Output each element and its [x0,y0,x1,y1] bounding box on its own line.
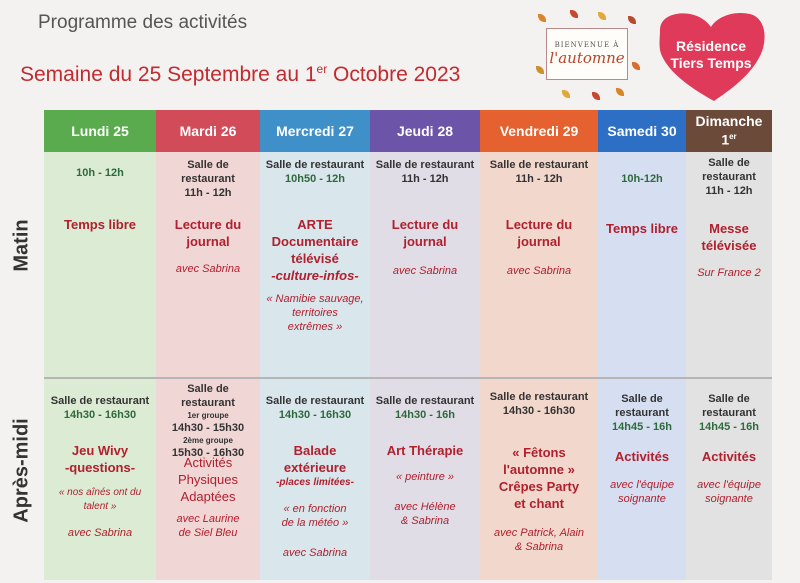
am-with [370,264,480,278]
activity-note-2: territoires [292,307,338,319]
pm-activity [480,444,598,512]
pm-location-2: restaurant [181,397,235,409]
activity-title: Activités [614,449,670,464]
day-header-dimanche [686,110,772,152]
activity-subtitle: -questions- [64,460,136,475]
activity-host: avec l'équipe [697,479,761,491]
pm-time: 14h45 - 16h [699,421,759,433]
activity-title: Temps libre [605,221,678,236]
pm-location: Salle de [621,393,663,405]
week-prefix: Semaine du 25 Septembre au 1 [20,63,317,86]
activity-title: Lecture du [391,217,459,232]
leaf-icon [616,88,624,96]
pm-activity [686,448,772,465]
day-label: Dimanche [695,113,763,130]
pm-time: 14h30 - 16h30 [278,409,352,421]
activity-note: « Namibie sauvage, [266,293,364,305]
activity-host-2: soignante [618,493,666,505]
group-2-label: 2ème groupe [183,436,233,445]
pm-time: 14h30 - 16h30 [63,409,137,421]
group-2-time: 15h30 - 16h30 [171,447,245,459]
am-location: Salle de restaurant [375,159,475,171]
day-label: Vendredi 29 [499,122,579,139]
am-note [260,292,370,334]
activity-host: avec Sabrina [282,547,348,559]
am-activity [370,216,480,250]
leaf-icon [598,12,606,20]
day-body [598,152,686,580]
leaf-icon [632,62,640,70]
day-body [370,152,480,580]
group-1-time: 14h30 - 15h30 [171,422,245,434]
schedule-grid [44,110,772,580]
activity-title-2: extérieure [283,460,347,475]
activity-title-2: journal [517,234,561,249]
day-column-vendredi [480,110,598,580]
program-title: Programme des activités [38,12,248,33]
am-time: 11h - 12h [515,173,563,185]
divider [598,377,686,379]
pm-location: Salle de restaurant [375,395,475,407]
am-time: 10h - 12h [76,167,124,179]
day-column-mardi [156,110,260,580]
am-activity [598,220,686,237]
pm-activity [260,442,370,489]
activity-title-2: l'automne » [503,462,575,477]
group-1-label: 1er groupe [187,411,229,420]
activity-host: avec Laurine [176,513,240,525]
am-activity [44,216,156,233]
day-header-jeudi [370,110,480,152]
day-column-lundi [44,110,156,580]
am-time: 11h - 12h [184,187,232,199]
activity-title: Activités [701,449,757,464]
pm-note [370,470,480,484]
day-number: 1 [721,131,730,148]
pm-slot [686,392,772,434]
activity-title-3: télévisé [291,251,339,266]
day-sup: er [729,132,737,142]
autumn-line1: BIENVENUE À [554,41,620,49]
am-slot [156,158,260,200]
am-time: 10h-12h [621,173,663,185]
activity-host-2: & Sabrina [514,541,564,553]
activity-note: « peinture » [395,471,455,483]
activity-title: Art Thérapie [386,443,464,458]
am-slot [598,172,686,186]
pm-time: 14h30 - 16h30 [502,405,576,417]
activity-note: « en fonction [283,503,347,515]
day-header-vendredi [480,110,598,152]
activity-title: Lecture du [174,217,242,232]
activity-title: Temps libre [63,217,136,232]
activity-title: Activités [183,455,233,470]
day-column-jeudi [370,110,480,580]
activity-title: ARTE [297,217,333,232]
activity-note: « nos aînés ont du talent » [58,487,142,512]
activity-title-3: Crêpes Party [498,479,580,494]
divider [260,377,370,379]
pm-activity [598,448,686,465]
pm-activity [44,442,156,476]
autumn-line2: l'automne [549,49,625,67]
am-activity [156,216,260,250]
am-location: Salle de restaurant [265,159,365,171]
pm-note [260,502,370,530]
day-column-dimanche [686,110,772,580]
pm-slot [480,390,598,418]
pm-slot [260,394,370,422]
pm-slot [44,394,156,422]
divider [686,377,772,379]
leaf-icon [536,66,544,74]
am-activity [686,220,772,254]
day-label: Jeudi 28 [396,122,454,139]
pm-with [598,478,686,506]
day-body [260,152,370,580]
activity-host: avec l'équipe [610,479,674,491]
activity-title: « Fêtons [512,445,566,460]
period-afternoon-label [2,380,42,560]
activity-subtitle: -places limitées- [276,477,354,488]
am-location-2: restaurant [702,171,756,183]
week-sup: er [316,62,328,76]
activity-title-2: journal [186,234,230,249]
activity-title-2: journal [403,234,447,249]
activity-note-2: de la météo » [281,517,349,529]
activity-subtitle: -culture-infos- [271,268,359,283]
activity-title: Balade [293,443,337,458]
leaf-icon [562,90,570,98]
period-morning-label [2,170,42,320]
am-slot [260,158,370,186]
day-label: Mardi 26 [179,122,237,139]
am-with [480,264,598,278]
activity-note-3: extrêmes » [287,321,343,333]
activity-host-2: & Sabrina [400,515,450,527]
divider [480,377,598,379]
activity-title: Jeu Wivy [71,443,129,458]
pm-time: 14h45 - 16h [612,421,672,433]
activity-host: avec Sabrina [175,263,241,275]
leaf-icon [592,92,600,100]
day-label: Mercredi 27 [276,122,354,139]
activity-title-2: télévisée [701,238,757,253]
am-location: Salle de [708,157,750,169]
activity-host: avec Sabrina [67,527,133,539]
activity-note: Sur France 2 [697,267,761,279]
leaf-icon [628,16,636,24]
activity-host-2: de Siel Bleu [178,527,238,539]
am-with [156,262,260,276]
activity-title-2: Physiques [178,472,238,487]
day-header-mardi [156,110,260,152]
activity-title-2: Documentaire [271,234,359,249]
day-header-mercredi [260,110,370,152]
pm-location: Salle de restaurant [50,395,150,407]
pm-location-2: restaurant [702,407,756,419]
pm-with [480,526,598,554]
activity-host: avec Sabrina [506,265,572,277]
activity-host: avec Patrick, Alain [493,527,585,539]
pm-location: Salle de [187,383,229,395]
residence-name [652,38,770,72]
afternoon-text: Après-midi [10,417,33,523]
pm-location-2: restaurant [615,407,669,419]
day-body [156,152,260,580]
am-activity [480,216,598,250]
week-suffix: Octobre 2023 [327,63,461,86]
pm-slot [156,382,260,460]
residence-line1: Résidence [675,38,747,54]
pm-location: Salle de restaurant [265,395,365,407]
day-body [480,152,598,580]
divider [44,377,156,379]
pm-with [686,478,772,506]
day-label: Samedi 30 [607,122,677,139]
am-slot [686,156,772,198]
am-location: Salle de restaurant [181,159,235,185]
day-header-samedi [598,110,686,152]
activity-host-2: soignante [705,493,753,505]
day-header-lundi [44,110,156,152]
activity-host: avec Sabrina [392,265,458,277]
am-time: 11h - 12h [401,173,449,185]
pm-time: 14h30 - 16h [395,409,455,421]
pm-location: Salle de [708,393,750,405]
am-slot [370,158,480,186]
week-title [20,62,460,87]
day-label-2 [721,129,736,148]
pm-slot [370,394,480,422]
activity-title: Lecture du [505,217,573,232]
morning-text: Matin [10,218,33,272]
day-column-samedi [598,110,686,580]
am-activity [260,216,370,284]
activity-title-4: et chant [514,496,564,511]
leaf-icon [538,14,546,22]
am-location: Salle de restaurant [489,159,589,171]
pm-with [260,546,370,560]
activity-host: avec Hélène [394,501,456,513]
day-body [686,152,772,580]
pm-location: Salle de restaurant [489,391,589,403]
am-time: 10h50 - 12h [285,173,345,185]
pm-activity [156,454,260,505]
autumn-frame [546,28,628,80]
pm-note [44,486,156,514]
leaf-icon [570,10,578,18]
divider [370,377,480,379]
day-column-mercredi [260,110,370,580]
pm-slot [598,392,686,434]
activity-title-3: Adaptées [180,489,236,504]
residence-line2: Tiers Temps [670,55,752,71]
divider [156,377,260,379]
am-note [686,266,772,280]
pm-with [156,512,260,540]
day-body [44,152,156,580]
activity-title: Messe [709,221,749,236]
am-slot [44,166,156,180]
day-label: Lundi 25 [71,122,129,139]
autumn-welcome-card [532,6,642,106]
am-time: 11h - 12h [705,185,753,197]
pm-activity [370,442,480,459]
am-slot [480,158,598,186]
pm-with [370,500,480,528]
pm-with [44,526,156,540]
